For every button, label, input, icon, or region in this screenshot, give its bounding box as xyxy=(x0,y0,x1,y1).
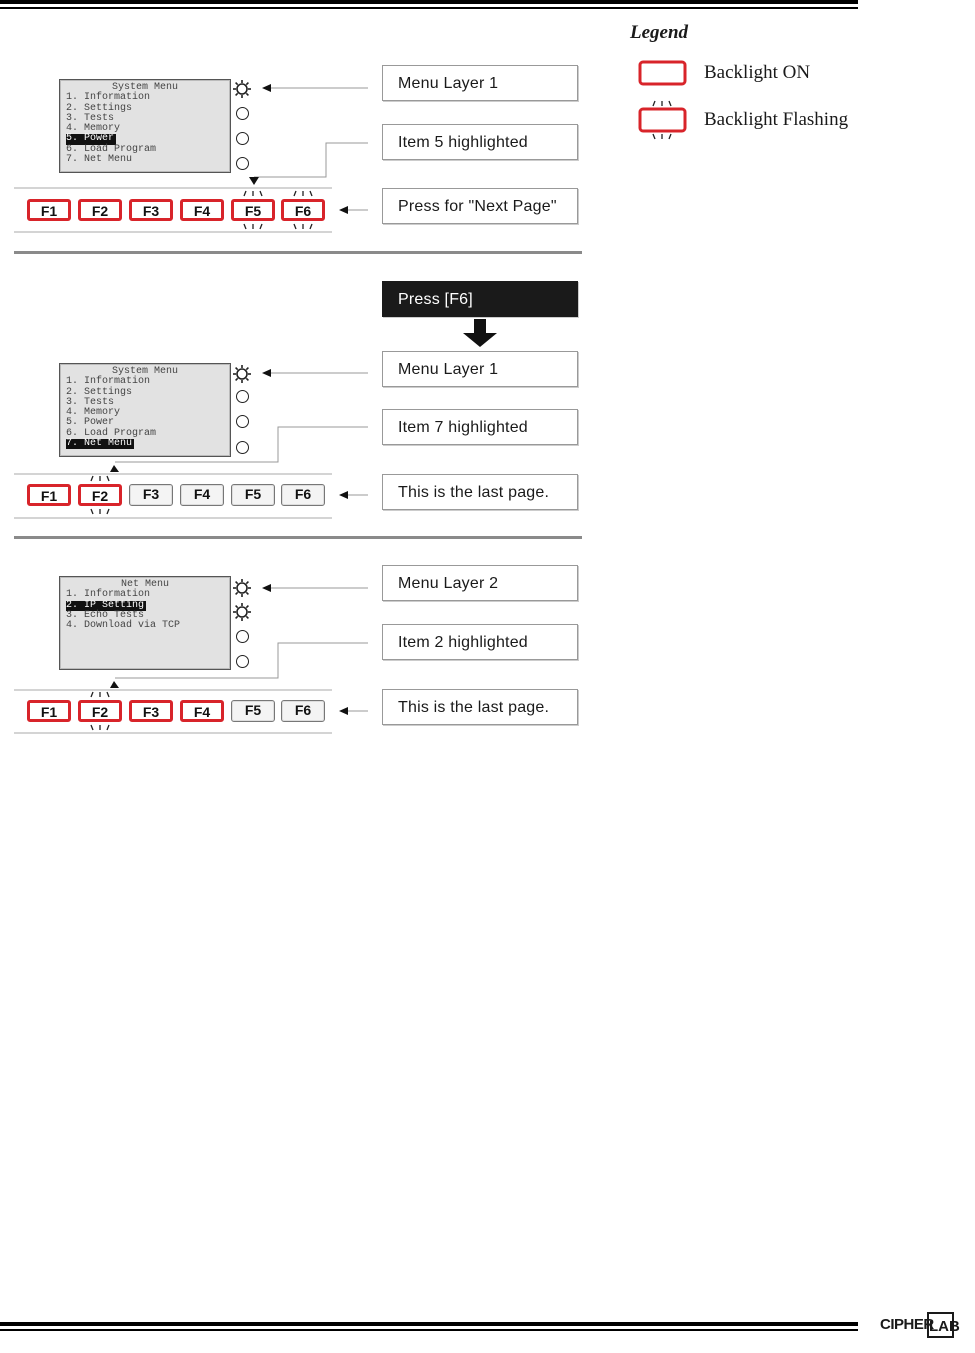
label-key-hint: Press for "Next Page" xyxy=(382,188,578,224)
label-menu-layer: Menu Layer 2 xyxy=(382,565,578,601)
label-item-highlighted: Item 7 highlighted xyxy=(382,409,578,445)
key-f4[interactable]: F4 xyxy=(180,199,224,221)
label-menu-layer: Menu Layer 1 xyxy=(382,351,578,387)
key-f2[interactable]: F2 xyxy=(78,700,122,722)
key-f5[interactable]: F5 xyxy=(231,700,275,722)
screen-title: Net Menu xyxy=(120,579,169,590)
menu-item: 5. Power xyxy=(66,417,115,429)
label-menu-layer: Menu Layer 1 xyxy=(382,65,578,101)
menu-item: 6. Load Program xyxy=(66,143,157,155)
press-key-banner: Press [F6] xyxy=(382,281,578,317)
menu-item: 3. Tests xyxy=(66,396,115,408)
menu-item: 3. Echo Tests xyxy=(66,609,145,621)
indicator-on-icon xyxy=(233,603,251,621)
label-key-hint: This is the last page. xyxy=(382,689,578,725)
key-f6[interactable]: F6 xyxy=(281,700,325,722)
menu-item: 4. Memory xyxy=(66,123,121,135)
menu-item: 3. Tests xyxy=(66,112,115,124)
label-key-hint: This is the last page. xyxy=(382,474,578,510)
menu-item: 4. Download via TCP xyxy=(66,620,181,632)
key-f2[interactable]: F2 xyxy=(78,484,122,506)
key-f4[interactable]: F4 xyxy=(180,484,224,506)
indicator-on-icon xyxy=(233,579,251,597)
key-f3[interactable]: F3 xyxy=(129,484,173,506)
key-f1[interactable]: F1 xyxy=(27,484,71,506)
key-f5[interactable]: F5 xyxy=(231,484,275,506)
menu-item: 1. Information xyxy=(66,92,151,104)
key-f4[interactable]: F4 xyxy=(180,700,224,722)
bottom-rule-thin xyxy=(0,1329,858,1331)
label-item-highlighted: Item 2 highlighted xyxy=(382,624,578,660)
key-f1[interactable]: F1 xyxy=(27,700,71,722)
menu-item-highlighted: 5. Power xyxy=(66,133,115,145)
legend-backlight-flashing-label: Backlight Flashing xyxy=(704,109,849,130)
legend-backlight-on-label: Backlight ON xyxy=(704,62,811,83)
key-f3[interactable]: F3 xyxy=(129,199,173,221)
menu-item-highlighted: 7. Net Menu xyxy=(66,438,133,450)
menu-item: 1. Information xyxy=(66,589,151,601)
key-f5[interactable]: F5 xyxy=(231,199,275,221)
bottom-rule xyxy=(0,1322,858,1326)
legend-backlight-flashing-icon xyxy=(640,109,685,131)
label-item-highlighted: Item 5 highlighted xyxy=(382,124,578,160)
indicator-on-icon xyxy=(233,80,251,98)
key-f6[interactable]: F6 xyxy=(281,199,325,221)
menu-item: 4. Memory xyxy=(66,407,121,419)
indicator-on-icon xyxy=(233,365,251,383)
menu-item-highlighted: 2. IP Setting xyxy=(66,599,145,611)
key-f3[interactable]: F3 xyxy=(129,700,173,722)
menu-item: 2. Settings xyxy=(66,102,133,114)
key-f2[interactable]: F2 xyxy=(78,199,122,221)
screen-title: System Menu xyxy=(111,82,178,93)
menu-item: 1. Information xyxy=(66,376,151,388)
legend-title: Legend xyxy=(630,22,689,43)
menu-item: 6. Load Program xyxy=(66,427,157,439)
menu-item: 7. Net Menu xyxy=(66,154,133,166)
cipherlab-logo: CIPHER LAB xyxy=(880,1312,958,1340)
screen-title: System Menu xyxy=(111,366,178,377)
legend-backlight-on-icon xyxy=(640,62,685,84)
key-f6[interactable]: F6 xyxy=(281,484,325,506)
key-f1[interactable]: F1 xyxy=(27,199,71,221)
menu-item: 2. Settings xyxy=(66,386,133,398)
